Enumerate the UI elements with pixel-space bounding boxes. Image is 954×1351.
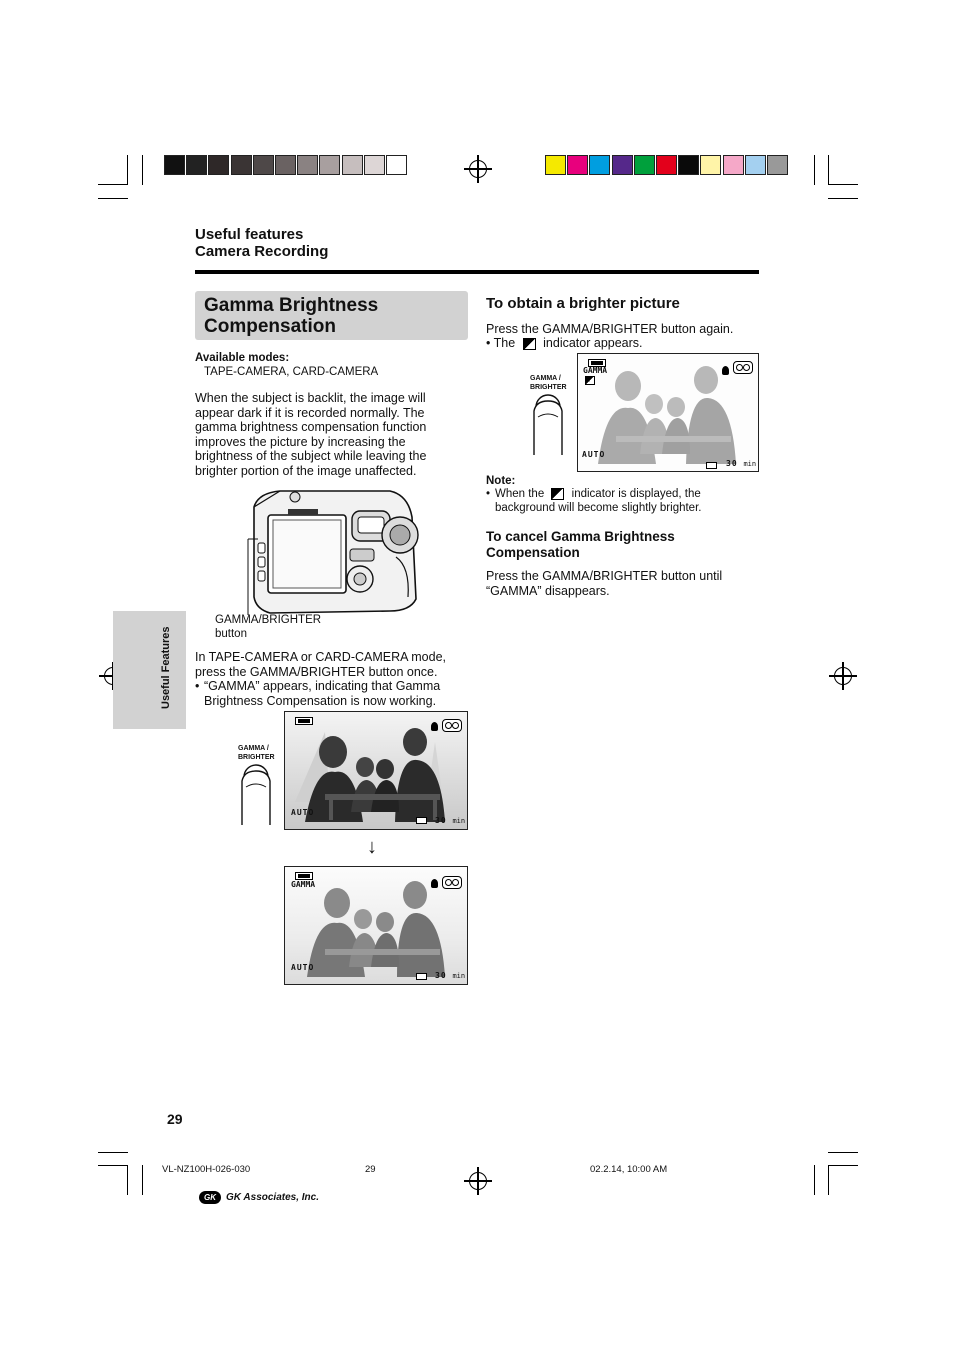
brighter-bullet: • The indicator appears.	[486, 336, 643, 350]
color-swatch	[253, 155, 274, 175]
remaining-time-unit: min	[743, 460, 757, 468]
crop-mark	[98, 198, 128, 199]
button-press-illustration	[232, 745, 277, 825]
person-icon	[722, 366, 729, 375]
button-press-illustration	[524, 375, 569, 455]
remaining-time-value: 30	[435, 816, 447, 825]
remaining-time-value: 30	[726, 459, 738, 468]
registration-mark-icon	[469, 1172, 487, 1190]
remaining-time	[435, 971, 465, 980]
person-icon	[431, 722, 438, 731]
button-label-line-1: GAMMA /	[530, 375, 561, 382]
tape-counter-icon	[416, 817, 427, 824]
cancel-heading: To cancel Gamma Brightness Compensation	[486, 529, 675, 560]
step-1-bullet-text: “GAMMA” appears, indicating that Gamma Brightness Compensation is now working.	[204, 679, 441, 708]
camera-caption-line-1: GAMMA/BRIGHTER	[215, 614, 322, 626]
crop-mark	[127, 1165, 128, 1195]
page-number: 29	[167, 1111, 183, 1127]
battery-icon	[295, 717, 313, 725]
color-swatch	[634, 155, 655, 175]
step-1-text: In TAPE-CAMERA or CARD-CAMERA mode, press the GAMMA/BRIGHTER button once.	[195, 650, 446, 679]
crop-mark	[814, 1165, 815, 1195]
viewfinder-screen-normal	[284, 711, 468, 830]
crop-mark	[142, 155, 143, 185]
crop-mark	[828, 155, 829, 185]
color-swatch	[186, 155, 207, 175]
footer-page: 29	[365, 1164, 376, 1175]
color-swatch	[700, 155, 721, 175]
tape-icon	[442, 876, 462, 889]
battery-icon	[295, 872, 313, 880]
available-modes-value: TAPE-CAMERA, CARD-CAMERA	[204, 366, 379, 378]
color-swatch	[567, 155, 588, 175]
remaining-time	[726, 459, 756, 468]
footer-file: VL-NZ100H-026-030	[162, 1164, 251, 1175]
crop-mark	[828, 198, 858, 199]
button-label-line-2: BRIGHTER	[238, 754, 275, 761]
camera-caption-line-2: button	[215, 628, 247, 640]
crop-mark	[127, 155, 128, 185]
person-icon	[431, 879, 438, 888]
color-swatch	[319, 155, 340, 175]
color-swatch	[297, 155, 318, 175]
note-before: When the	[495, 488, 545, 500]
viewfinder-screen-brighter	[577, 353, 759, 472]
color-swatch	[231, 155, 252, 175]
remaining-time-unit: min	[452, 972, 466, 980]
color-swatch	[545, 155, 566, 175]
page-title: Gamma Brightness Compensation	[204, 295, 379, 337]
remaining-time-unit: min	[452, 817, 466, 825]
available-modes-label: Available modes:	[195, 352, 290, 364]
brighter-indicator-icon	[585, 376, 595, 385]
gk-logo: GK	[199, 1191, 221, 1204]
color-swatch	[275, 155, 296, 175]
header-rule	[195, 270, 759, 274]
note-label: Note:	[486, 475, 516, 487]
color-swatch	[208, 155, 229, 175]
auto-indicator: AUTO	[291, 808, 315, 817]
crop-mark	[828, 1152, 858, 1153]
color-swatch	[723, 155, 744, 175]
camera-caption	[215, 613, 321, 641]
auto-indicator: AUTO	[291, 963, 315, 972]
crop-mark	[142, 1165, 143, 1195]
color-swatch	[164, 155, 185, 175]
brighter-bullet-before: The	[493, 336, 516, 350]
color-swatch	[678, 155, 699, 175]
section-header	[195, 226, 328, 260]
registration-mark-icon	[834, 667, 852, 685]
gamma-indicator: GAMMA	[291, 880, 316, 889]
tape-counter-icon	[416, 973, 427, 980]
title-box	[195, 291, 468, 340]
crop-mark	[98, 184, 128, 185]
color-swatch	[767, 155, 788, 175]
crop-mark	[828, 184, 858, 185]
crop-mark	[98, 1165, 128, 1166]
color-swatch	[612, 155, 633, 175]
remaining-time	[435, 816, 465, 825]
down-arrow-icon: ↓	[367, 836, 377, 858]
side-tab-label: Useful Features	[160, 626, 172, 709]
brighter-bullet-after: indicator appears.	[543, 336, 643, 350]
remaining-time-value: 30	[435, 971, 447, 980]
camcorder-illustration	[240, 487, 425, 617]
available-modes	[195, 351, 465, 379]
crop-mark	[828, 1165, 829, 1195]
crop-mark	[828, 1165, 858, 1166]
registration-mark-icon	[469, 160, 487, 178]
button-label-line-2: BRIGHTER	[530, 384, 567, 391]
auto-indicator: AUTO	[582, 450, 606, 459]
intro-paragraph: When the subject is backlit, the image will appear dark if it is recorded normally. The gamma brightness compensation function improves the picture by increasing the brightness of the subject while leaving the brighter portion of the image unaffected.	[195, 391, 427, 478]
brighter-indicator-icon	[551, 488, 564, 500]
button-label-line-1: GAMMA /	[238, 745, 269, 752]
color-swatch	[342, 155, 363, 175]
tape-icon	[442, 719, 462, 732]
footer-date: 02.2.14, 10:00 AM	[590, 1164, 668, 1175]
brighter-text: Press the GAMMA/BRIGHTER button again.	[486, 322, 734, 336]
color-swatch	[656, 155, 677, 175]
crop-mark	[814, 155, 815, 185]
crop-mark	[98, 1152, 128, 1153]
tape-icon	[733, 361, 753, 374]
footer-company: GK Associates, Inc.	[226, 1192, 319, 1203]
side-tab	[113, 611, 186, 729]
note-after: indicator is displayed, the background will become slightly brighter.	[495, 488, 702, 514]
header-line-1: Useful features	[195, 226, 304, 243]
cancel-text: Press the GAMMA/BRIGHTER button until “GAMMA” disappears.	[486, 569, 723, 598]
color-swatch	[745, 155, 766, 175]
step-1-bullet: • “GAMMA” appears, indicating that Gamma Brightness Compensation is now working.	[195, 679, 465, 708]
viewfinder-screen-gamma	[284, 866, 468, 985]
brighter-heading: To obtain a brighter picture	[486, 295, 680, 312]
tape-counter-icon	[706, 462, 717, 469]
brighter-indicator-icon	[523, 338, 536, 350]
color-swatch	[589, 155, 610, 175]
color-swatch	[386, 155, 407, 175]
header-line-2: Camera Recording	[195, 243, 329, 260]
color-swatch	[364, 155, 385, 175]
note-text: • When the indicator is displayed, the background will become slightly brighter.	[486, 488, 702, 514]
gamma-indicator: GAMMA	[583, 366, 608, 375]
